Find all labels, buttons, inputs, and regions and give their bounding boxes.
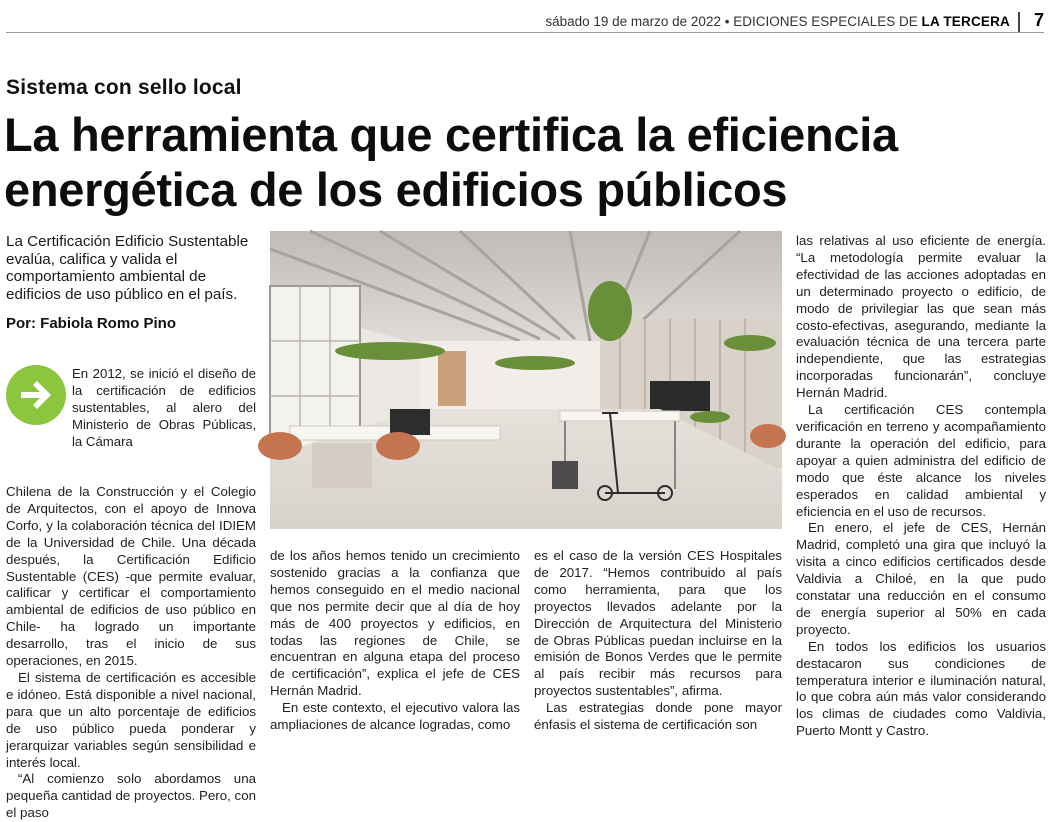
header-brand: LA TERCERA xyxy=(921,14,1010,29)
paragraph: El sistema de certificación es accesible e idóneo. Está disponible a nivel nacional, para que un alto porcentaje de edificios de uso público pueda ponderar y jerarquizar variables según sensibilidad e interés local. xyxy=(6,669,256,770)
paragraph: En 2012, se inició el diseño de la certificación de edificios sustentables, al alero del Ministerio de Obras Públicas, la Cámara xyxy=(72,366,256,449)
header-date: sábado 19 de marzo de 2022 • EDICIONES ESPECIALES DE xyxy=(545,14,922,29)
page-header xyxy=(0,8,1050,34)
paragraph: es el caso de la versión CES Hospitales de 2017. “Hemos contribuido al país como herramienta, para que los proyectos llevados adelante por la Dirección de Arquitectura del Ministerio de Obras Públicas puedan incluirse en la emisión de Bonos Verdes que le permite al país recibir más recursos para proyectos sustentables”, afirma. xyxy=(534,548,782,699)
column-4 xyxy=(796,233,1046,740)
paragraph: En enero, el jefe de CES, Hernán Madrid, completó una gira que incluyó la visita a cinco edificios certificados desde Valdivia a Chiloé, en la que pudo constatar una reducción en el consumo de energía superior al 50% en cada proyecto. xyxy=(796,520,1046,637)
header-separator xyxy=(1018,12,1020,32)
paragraph: Las estrategias donde pone mayor énfasis el sistema de certificación son xyxy=(534,700,782,733)
arrow-right-icon xyxy=(6,365,66,425)
paragraph: En este contexto, el ejecutivo valora las ampliaciones de alcance logradas, como xyxy=(270,700,520,733)
office-interior-photo xyxy=(270,231,782,529)
header-dateline xyxy=(545,14,1010,29)
headline-line-2: energética de los edificios públicos xyxy=(4,163,788,216)
column-1-body xyxy=(6,484,256,822)
article-lede: La Certificación Edificio Sustentable evalúa, califica y valida el comportamiento ambiental de edificios de uso público en el país. xyxy=(6,233,249,303)
column-1-intro xyxy=(72,366,256,451)
article-byline: Por: Fabiola Romo Pino xyxy=(6,315,177,332)
column-2 xyxy=(270,548,520,734)
page-number: 7 xyxy=(1033,10,1044,30)
paragraph: Chilena de la Construcción y el Colegio de Arquitectos, con el apoyo de Innova Corfo, y la colaboración técnica del IDIEM de la Universidad de Chile. Una década después, la Certificación Edificio Sustentable (CES) -que permite evaluar, calificar y certificar el comportamiento ambiental de edificios de uso público en Chile- ha logrado un importante desarrollo, tras el inicio de sus operaciones, en 2015. xyxy=(6,484,256,669)
article-kicker: Sistema con sello local xyxy=(6,76,242,99)
paragraph: En todos los edificios los usuarios destacaron sus condiciones de temperatura interior e iluminación natural, lo que cobra aún más valor considerando los climas de ciudades como Valdivia, Puerto Montt y Castro. xyxy=(796,638,1046,739)
paragraph: La certificación CES contempla verificación en terreno y acompañamiento durante la operación del edificio, para apoyar a quien administra del edificio de modo que éste alcance los niveles esperados en calidad ambiental y eficiencia en el uso de recursos. xyxy=(796,402,1046,519)
arrow-right-icon-glyph xyxy=(6,365,66,425)
paragraph: de los años hemos tenido un crecimiento sostenido gracias a la confianza que hemos conseguido en el medio nacional que nos permite decir que al día de hoy más de 400 proyectos y edificios, en todas las regiones de Chile, se encuentran en alguna etapa del proceso de certificación”, explica el jefe de CES Hernán Madrid. xyxy=(270,548,520,699)
column-3 xyxy=(534,548,782,734)
article-headline xyxy=(4,107,1044,217)
paragraph: las relativas al uso eficiente de energía. “La metodología permite evaluar la efectividad de las acciones adoptadas en un determinado proyecto o edificio, de modo de privilegiar las que sean más costo-efectivas, asegurando, mediante la evaluación técnica de una tercera parte independiente, que las estrategias incorporadas funcionarán”, concluye Hernán Madrid. xyxy=(796,233,1046,401)
office-interior-illustration xyxy=(270,231,782,529)
paragraph: “Al comienzo solo abordamos una pequeña cantidad de proyectos. Pero, con el paso xyxy=(6,771,256,821)
headline-line-1: La herramienta que certifica la eficiencia xyxy=(4,108,898,161)
header-rule xyxy=(6,32,1044,33)
